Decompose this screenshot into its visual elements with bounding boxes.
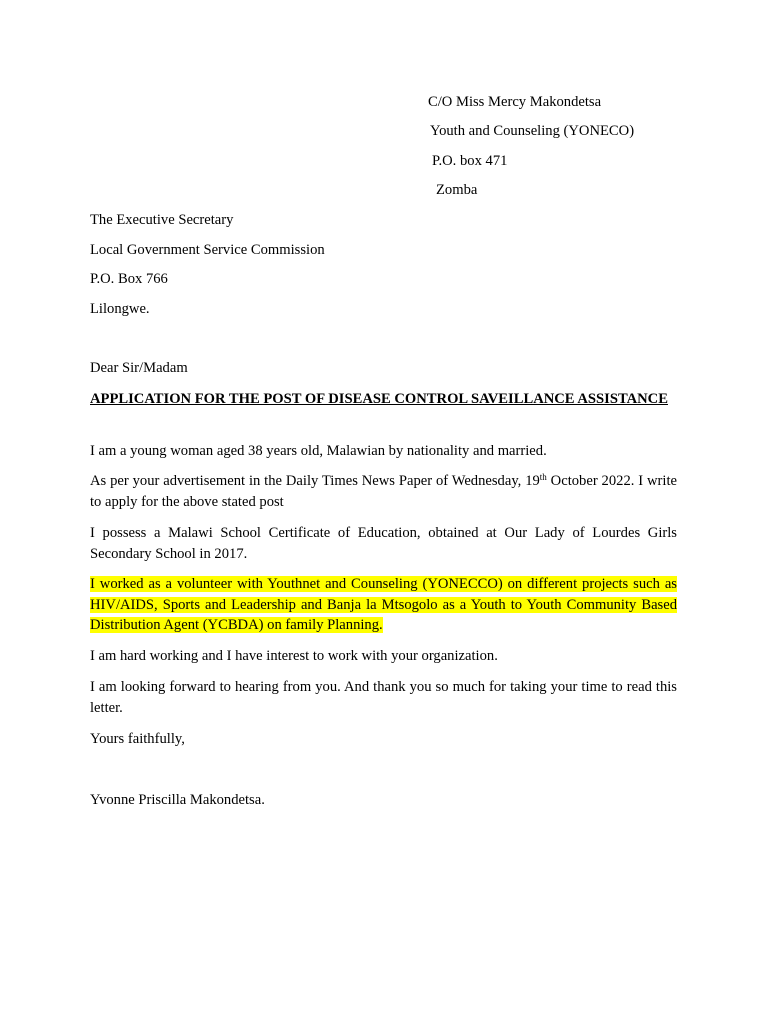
body-paragraph-highlighted (90, 574, 677, 636)
recipient-address-line: Lilongwe. (90, 301, 150, 317)
recipient-address-line: P.O. Box 766 (90, 271, 168, 287)
sender-address-line: C/O Miss Mercy Makondetsa (428, 94, 602, 110)
sender-address-line: P.O. box 471 (432, 153, 508, 169)
body-paragraph: I am looking forward to hearing from you. And thank you so much for taking your time to read this letter. (90, 679, 677, 716)
recipient-address-line: The Executive Secretary (90, 212, 234, 228)
sender-address-line: Zomba (436, 182, 478, 198)
body-paragraph (90, 471, 677, 512)
body-paragraph: I possess a Malawi School Certificate of Education, obtained at Our Lady of Lourdes Girls Secondary School in 2017. (90, 525, 677, 562)
salutation: Dear Sir/Madam (90, 360, 188, 376)
ordinal-superscript: th (539, 472, 547, 482)
paragraph-text: As per your advertisement in the Daily Times News Paper of Wednesday, 19 (90, 473, 540, 489)
sender-address-line: Youth and Counseling (YONECO) (430, 123, 635, 139)
closing: Yours faithfully, (90, 731, 185, 747)
body-paragraph: I am hard working and I have interest to work with your organization. (90, 648, 498, 664)
recipient-address-line: Local Government Service Commission (90, 242, 325, 258)
paragraph-text: October 2022. I write to apply for the above stated post (90, 473, 677, 510)
highlighted-text: I worked as a volunteer with Youthnet and Counseling (YONECCO) on different projects such as HIV/AIDS, Sports and Leadership and Banja la Mtsogolo as a Youth to Youth Community Based Distribution Agent (YCBDA) on family Planning. (90, 576, 677, 634)
signature-name: Yvonne Priscilla Makondetsa. (90, 792, 265, 808)
subject-heading: APPLICATION FOR THE POST OF DISEASE CONTROL SAVEILLANCE ASSISTANCE (90, 391, 668, 407)
body-paragraph: I am a young woman aged 38 years old, Malawian by nationality and married. (90, 443, 547, 459)
